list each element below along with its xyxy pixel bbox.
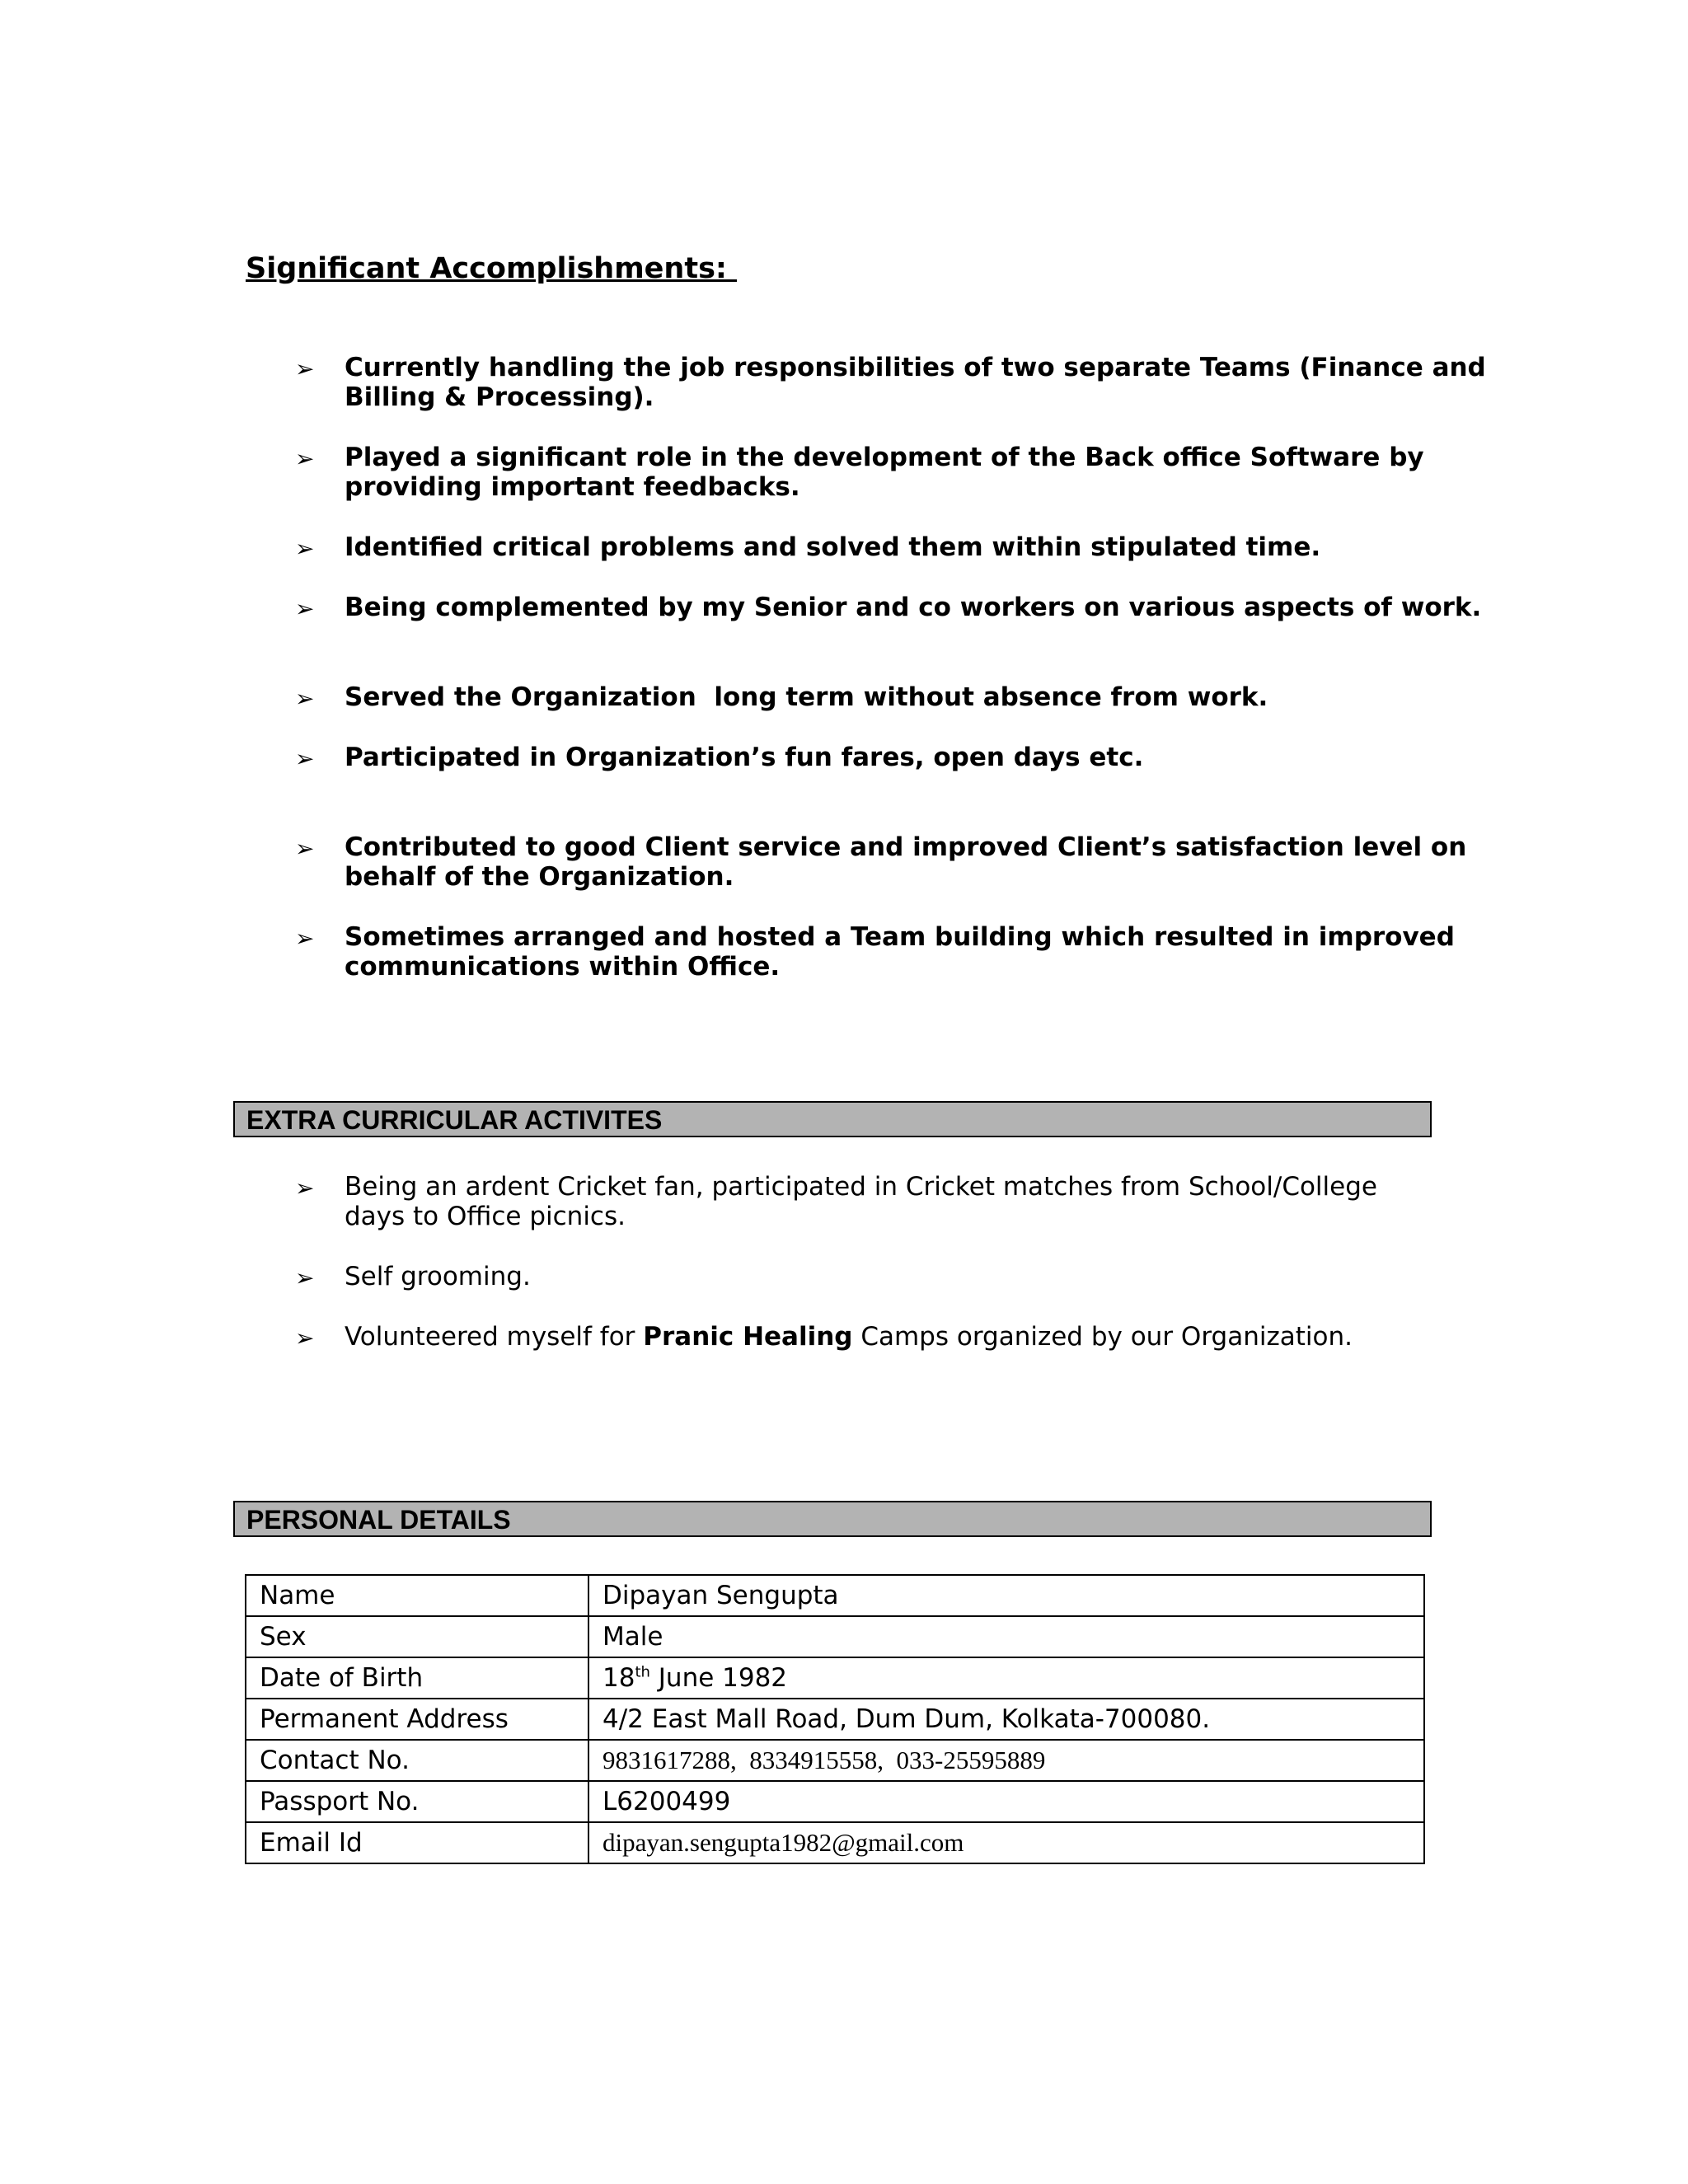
arrow-bullet-icon: ➢ (295, 745, 315, 772)
accomplishment-text: Served the Organization long term without absence from work. (345, 682, 1268, 712)
arrow-bullet-icon: ➢ (295, 685, 315, 712)
accomplishment-text: Contributed to good Client service and improved Client’s satisfaction level on behalf of the Organization. (345, 832, 1467, 892)
arrow-bullet-icon: ➢ (295, 835, 315, 862)
dob-month-year: June 1982 (649, 1663, 788, 1693)
section-title: EXTRA CURRICULAR ACTIVITES (246, 1105, 663, 1135)
extra-curricular-header (233, 1101, 1432, 1137)
accomplishments-heading: Significant Accomplishments: (246, 252, 738, 285)
arrow-bullet-icon: ➢ (295, 1324, 315, 1352)
arrow-bullet-icon: ➢ (295, 355, 315, 382)
activity-suffix: Camps organized by our Organization. (852, 1322, 1353, 1352)
table-row (246, 1616, 1424, 1657)
arrow-bullet-icon: ➢ (295, 535, 315, 562)
activity-text (345, 1322, 1432, 1352)
accomplishment-text: Currently handling the job responsibilities of two separate Teams (Finance and Billing & Processing). (345, 353, 1486, 412)
table-row (246, 1740, 1424, 1781)
contact-label: Contact No. (246, 1740, 588, 1781)
passport-label: Passport No. (246, 1781, 588, 1822)
personal-details-header (233, 1501, 1432, 1537)
sex-label: Sex (246, 1616, 588, 1657)
email-value: dipayan.sengupta1982@gmail.com (588, 1822, 1424, 1863)
accomplishment-text: Identified critical problems and solved them within stipulated time. (345, 532, 1321, 562)
activity-text: Being an ardent Cricket fan, participated in Cricket matches from School/College days to Office picnics. (345, 1172, 1377, 1231)
activity-highlight: Pranic Healing (643, 1322, 853, 1352)
address-value: 4/2 East Mall Road, Dum Dum, Kolkata-700080. (588, 1699, 1424, 1740)
accomplishment-text: Sometimes arranged and hosted a Team building which resulted in improved communications within Office. (345, 922, 1455, 982)
activity-prefix: Volunteered myself for (345, 1322, 644, 1352)
arrow-bullet-icon: ➢ (295, 925, 315, 952)
personal-details-table (245, 1574, 1425, 1864)
dob-value (588, 1657, 1424, 1699)
accomplishment-text: Played a significant role in the development of the Back office Software by providing important feedbacks. (345, 443, 1424, 502)
table-row (246, 1699, 1424, 1740)
dob-day: 18 (603, 1663, 635, 1693)
dob-ordinal: th (635, 1663, 650, 1681)
table-row (246, 1822, 1424, 1863)
arrow-bullet-icon: ➢ (295, 445, 315, 472)
section-title: PERSONAL DETAILS (246, 1505, 511, 1535)
name-label: Name (246, 1575, 588, 1616)
table-row (246, 1575, 1424, 1616)
dob-label: Date of Birth (246, 1657, 588, 1699)
name-value: Dipayan Sengupta (588, 1575, 1424, 1616)
sex-value: Male (588, 1616, 1424, 1657)
accomplishment-text: Participated in Organization’s fun fares, open days etc. (345, 743, 1144, 772)
arrow-bullet-icon: ➢ (295, 1174, 315, 1202)
table-row (246, 1781, 1424, 1822)
email-label: Email Id (246, 1822, 588, 1863)
passport-value: L6200499 (588, 1781, 1424, 1822)
accomplishment-text: Being complemented by my Senior and co workers on various aspects of work. (345, 593, 1482, 622)
arrow-bullet-icon: ➢ (295, 1264, 315, 1291)
contact-value: 9831617288, 8334915558, 033-25595889 (588, 1740, 1424, 1781)
activity-text: Self grooming. (345, 1262, 531, 1291)
table-row (246, 1657, 1424, 1699)
address-label: Permanent Address (246, 1699, 588, 1740)
arrow-bullet-icon: ➢ (295, 595, 315, 622)
